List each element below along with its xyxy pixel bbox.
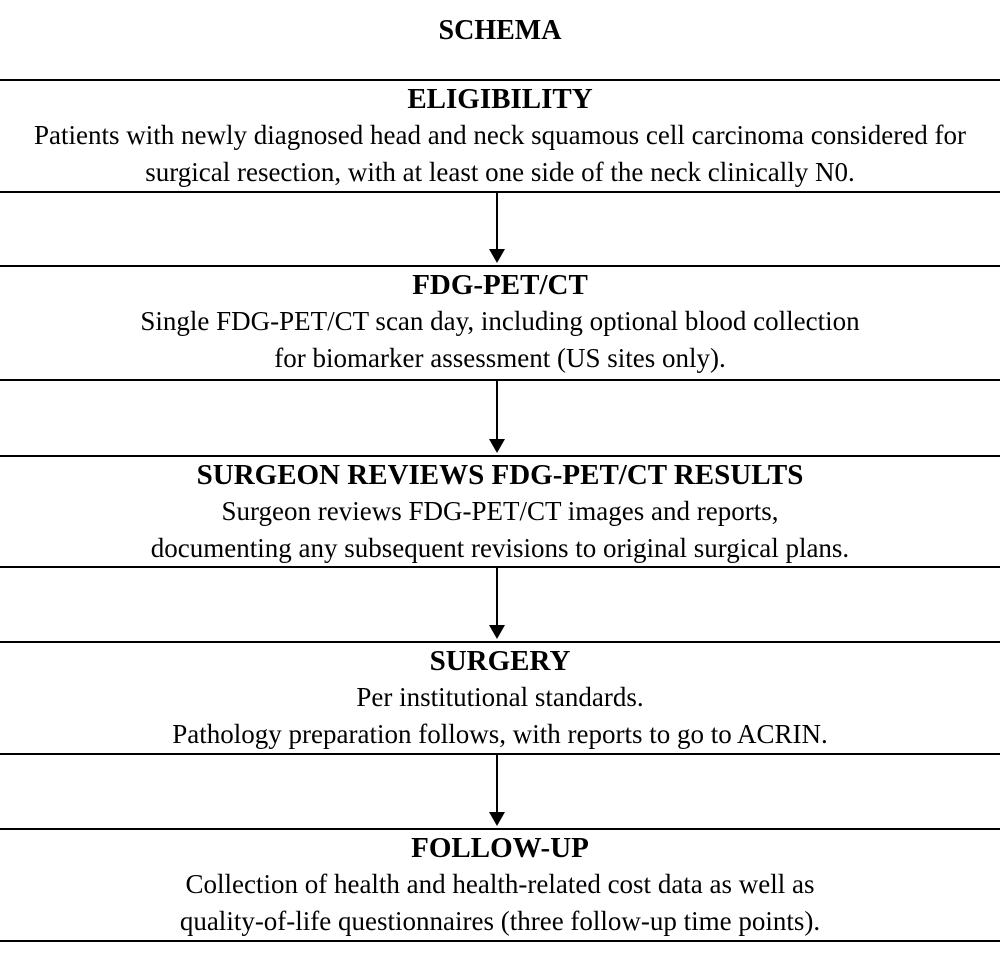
fdg-pet-ct-line-1: Single FDG-PET/CT scan day, including optional blood collection	[140, 306, 860, 336]
connector-line-4	[496, 755, 498, 812]
surgery-line-1: Per institutional standards.	[356, 682, 644, 712]
surgery-box	[0, 641, 1000, 755]
surgeon-review-title: SURGEON REVIEWS FDG-PET/CT RESULTS	[196, 459, 804, 491]
fdg-pet-ct-line-2: for biomarker assessment (US sites only).	[274, 343, 726, 373]
follow-up-line-2: quality-of-life questionnaires (three follow-up time points).	[179, 906, 821, 936]
eligibility-line-1: Patients with newly diagnosed head and neck squamous cell carcinoma considered for	[34, 120, 966, 150]
fdg-pet-ct-title: FDG-PET/CT	[412, 269, 588, 301]
arrow-down-icon	[489, 812, 505, 826]
follow-up-box	[0, 828, 1000, 942]
connector-line-3	[496, 568, 498, 625]
surgery-title: SURGERY	[429, 645, 571, 677]
arrow-down-icon	[489, 439, 505, 453]
surgeon-review-line-2: documenting any subsequent revisions to original surgical plans.	[150, 533, 850, 563]
follow-up-title: FOLLOW-UP	[411, 832, 589, 864]
surgeon-review-line-1: Surgeon reviews FDG-PET/CT images and reports,	[221, 496, 779, 526]
surgery-line-2: Pathology preparation follows, with reports to go to ACRIN.	[172, 719, 828, 749]
fdg-pet-ct-box	[0, 265, 1000, 381]
follow-up-line-1: Collection of health and health-related cost data as well as	[185, 869, 815, 899]
eligibility-title: ELIGIBILITY	[407, 83, 593, 115]
arrow-down-icon	[489, 625, 505, 639]
connector-line-1	[496, 193, 498, 249]
schema-title: SCHEMA	[438, 15, 562, 46]
eligibility-box	[0, 79, 1000, 193]
connector-line-2	[496, 381, 498, 439]
eligibility-line-2: surgical resection, with at least one side of the neck clinically N0.	[145, 157, 855, 187]
arrow-down-icon	[489, 249, 505, 263]
surgeon-review-box	[0, 455, 1000, 568]
